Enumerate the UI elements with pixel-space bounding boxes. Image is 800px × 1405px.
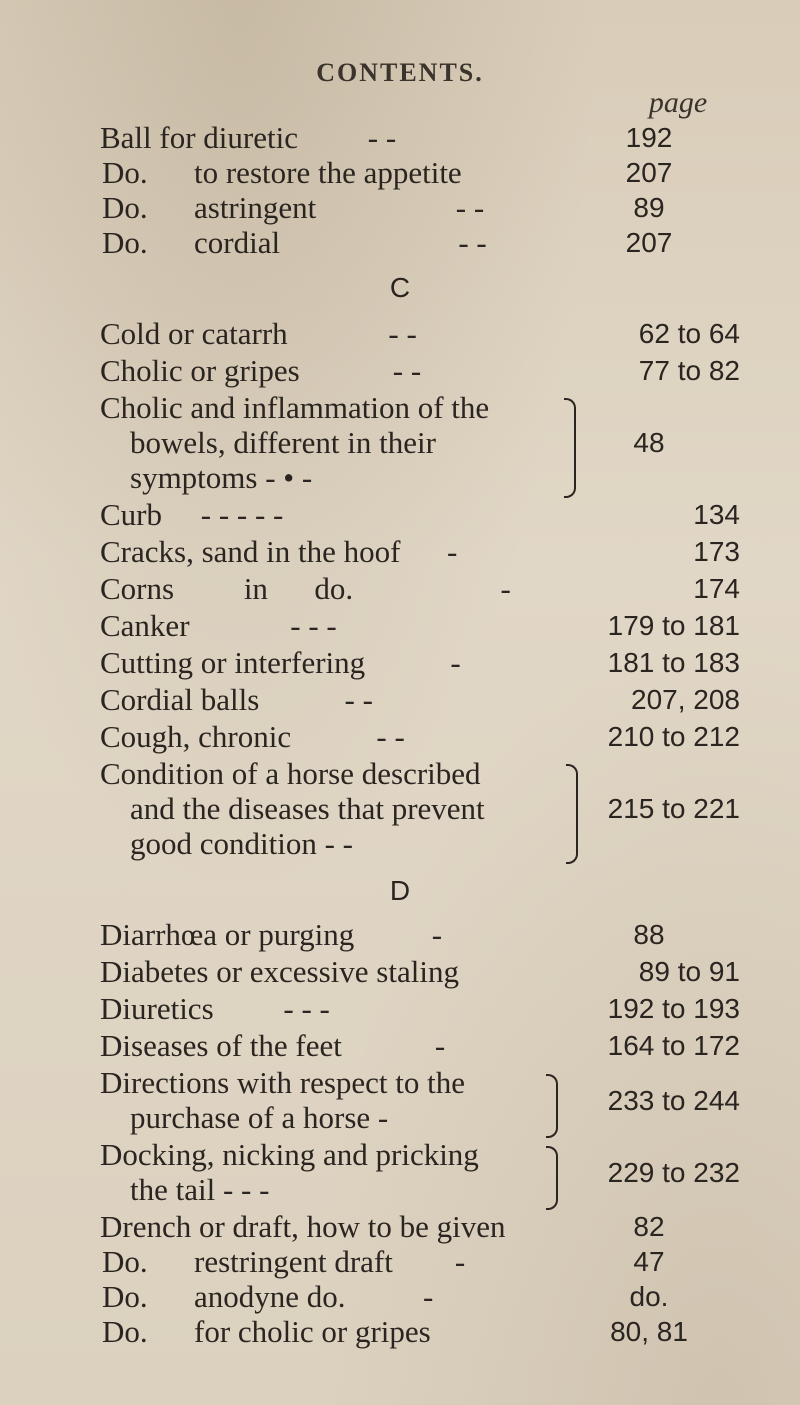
entry-page: 174 (693, 573, 740, 604)
entry-label: Do. astringent - - (102, 190, 485, 225)
entry-label-line: Docking, nicking and pricking (100, 1137, 479, 1172)
section-heading-c: C (389, 272, 411, 303)
index-entry (0, 719, 800, 755)
entry-label-line: purchase of a horse - (130, 1100, 389, 1135)
entry-label: Diabetes or excessive staling (100, 954, 459, 989)
entry-page: 207, 208 (631, 684, 740, 715)
index-entry (0, 917, 800, 953)
page-title: CONTENTS. (316, 58, 484, 87)
brace-mark (546, 1146, 558, 1210)
entry-label: Do. to restore the appetite (102, 155, 462, 190)
index-entry (0, 645, 800, 681)
entry-label-line: symptoms - • - (130, 460, 313, 495)
index-entry (0, 190, 800, 226)
entry-page: 80, 81 (610, 1316, 688, 1347)
entry-label: Do. restringent draft - (102, 1244, 466, 1279)
index-entry (0, 1314, 800, 1350)
index-entry (0, 682, 800, 718)
entry-label: Do. cordial - - (102, 225, 487, 260)
entry-label: Cracks, sand in the hoof - (100, 534, 458, 569)
entry-label: Cough, chronic - - (100, 719, 405, 754)
index-entry-multiline (0, 756, 800, 792)
entry-label: Diarrhœa or purging - (100, 917, 443, 952)
entry-page: 77 to 82 (638, 355, 740, 386)
entry-label: Do. anodyne do. - (102, 1279, 434, 1314)
entry-label-line: Condition of a horse described (100, 756, 481, 791)
index-entry (0, 353, 800, 389)
entry-label-line: good condition - - (130, 826, 353, 861)
entry-label: Corns in do. - (100, 571, 511, 606)
entry-label: Canker - - - (100, 608, 337, 643)
entry-page: 48 (633, 427, 665, 458)
entry-page: 233 to 244 (607, 1085, 740, 1116)
index-entry (0, 1244, 800, 1280)
brace-mark (564, 398, 576, 498)
entry-label-line: Directions with respect to the (100, 1065, 466, 1100)
index-entry-continuation (0, 791, 800, 827)
entry-page: 181 to 183 (607, 647, 740, 678)
entry-label: Diseases of the feet - (100, 1028, 446, 1063)
index-entry-continuation (0, 460, 800, 496)
index-entry (0, 991, 800, 1027)
entry-page: 215 to 221 (607, 793, 740, 824)
entry-page: 82 (633, 1211, 665, 1242)
index-entry-page-row (0, 1155, 800, 1191)
index-entry (0, 155, 800, 191)
entry-page: 207 (625, 227, 673, 258)
entry-page: 173 (693, 536, 740, 567)
entry-page: 210 to 212 (607, 721, 740, 752)
entry-label: Drench or draft, how to be given (100, 1209, 506, 1244)
entry-page: 89 (633, 192, 665, 223)
page-column-heading: page (648, 86, 708, 119)
entry-page: 192 (625, 122, 673, 153)
index-entry (0, 571, 800, 607)
entry-label: Diuretics - - - (100, 991, 330, 1026)
index-entry (0, 1028, 800, 1064)
entry-page: 229 to 232 (607, 1157, 740, 1188)
brace-mark (546, 1074, 558, 1138)
index-entry (0, 497, 800, 533)
entry-page: 192 to 193 (607, 993, 740, 1024)
index-entry (0, 316, 800, 352)
section-heading-d: D (389, 875, 411, 906)
index-entry (0, 534, 800, 570)
entry-label-line: bowels, different in their (130, 425, 436, 460)
index-entry (0, 120, 800, 156)
index-entry (0, 954, 800, 990)
entry-page: 164 to 172 (607, 1030, 740, 1061)
index-entry-continuation (0, 826, 800, 862)
index-entry (0, 608, 800, 644)
index-entry-continuation (0, 425, 800, 461)
entry-page: 62 to 64 (638, 318, 740, 349)
entry-label: Cutting or interfering - (100, 645, 461, 680)
brace-mark (566, 764, 578, 864)
entry-page: 207 (625, 157, 673, 188)
entry-label: Cold or catarrh - - (100, 316, 417, 351)
entry-page: do. (629, 1281, 669, 1312)
entry-label: Cordial balls - - (100, 682, 373, 717)
entry-page: 89 to 91 (638, 956, 740, 987)
index-entry (0, 1279, 800, 1315)
entry-label: Cholic or gripes - - (100, 353, 422, 388)
entry-page: 179 to 181 (607, 610, 740, 641)
entry-page: 134 (693, 499, 740, 530)
entry-page: 88 (633, 919, 665, 950)
entry-label: Curb - - - - - (100, 497, 284, 532)
entry-label-line: and the diseases that prevent (130, 791, 485, 826)
index-entry (0, 1209, 800, 1245)
index-entry-page-row (0, 1083, 800, 1119)
entry-label: Ball for diuretic - - (100, 120, 397, 155)
index-entry (0, 225, 800, 261)
entry-label-line: Cholic and inflammation of the (100, 390, 490, 425)
entry-label: Do. for cholic or gripes (102, 1314, 431, 1349)
entry-page: 47 (633, 1246, 665, 1277)
index-entry-multiline (0, 390, 800, 426)
entry-label-line: the tail - - - (130, 1172, 270, 1207)
